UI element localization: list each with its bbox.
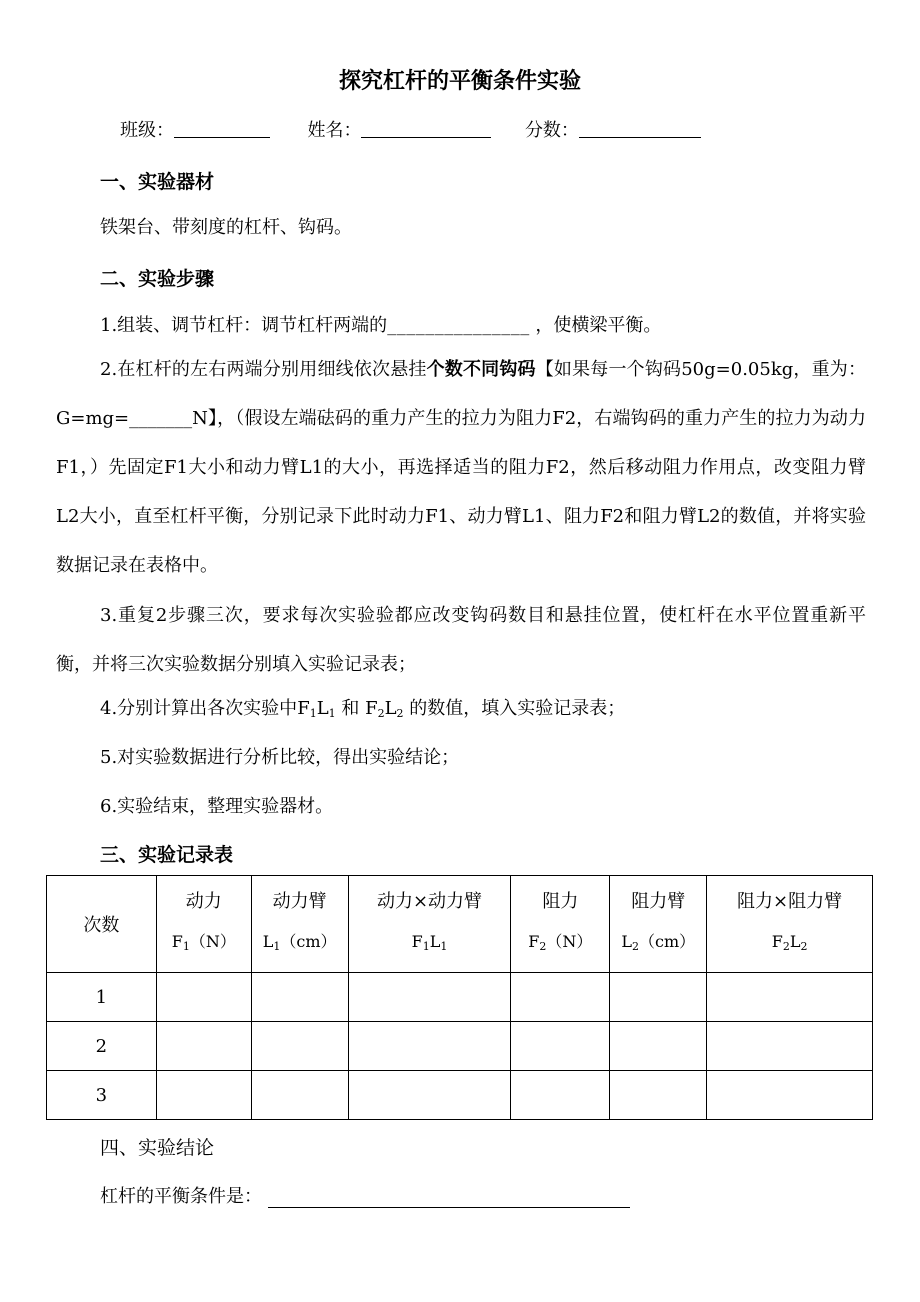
table-cell[interactable] — [251, 973, 348, 1022]
table-cell[interactable] — [610, 1022, 707, 1071]
name-field[interactable] — [361, 119, 491, 138]
score-field[interactable] — [579, 119, 701, 138]
table-cell[interactable] — [251, 1022, 348, 1071]
step-2-rest: 】，（假设左端砝码的重力产生的拉力为阻力F2，右端钩码的重力产生的拉力为动力F1，）先固定F1大小和动力臂L1的大小，再选择适当的阻力F2，然后移动阻力作用点，改变阻力臂L2大小，直至杠杆平衡，分别记录下此时动力F1、动力臂L1、阻力F2和阻力臂L2的数值，并将实验数据记录在表格中。 — [56, 408, 866, 576]
step-1-end: ，使横梁平衡。 — [535, 315, 662, 336]
table-cell[interactable] — [511, 1022, 610, 1071]
step-2-text: 2.在杠杆的左右两端分别用细线依次悬挂 — [100, 359, 427, 380]
score-label: 分数： — [524, 120, 579, 141]
row-number: 3 — [47, 1071, 157, 1120]
table-cell[interactable] — [348, 1071, 511, 1120]
step-2 — [56, 345, 866, 590]
step-1 — [100, 311, 661, 337]
step-4-text: 4.分别计算出各次实验中 — [100, 698, 298, 719]
table-cell[interactable] — [156, 1071, 251, 1120]
conclusion-label: 杠杆的平衡条件是： — [100, 1186, 262, 1207]
header-l1: 动力臂 $L_1(cm)$ — [251, 876, 348, 973]
table-cell[interactable] — [156, 1022, 251, 1071]
table-row — [47, 1071, 873, 1120]
table-row — [47, 1022, 873, 1071]
class-label: 班级： — [120, 120, 174, 141]
step-5: 5.对实验数据进行分析比较，得出实验结论； — [100, 747, 460, 768]
step-4: 4.分别计算出各次实验中$F_1L_1$ 和 $F_2L_2$ 的数值，填入实验记录表； — [100, 698, 626, 720]
table-cell[interactable] — [610, 973, 707, 1022]
header-count: 次数 — [47, 876, 157, 973]
table-cell[interactable] — [707, 1022, 873, 1071]
header-f1: 动力 $F_1(N)$ — [156, 876, 251, 973]
table-cell[interactable] — [511, 973, 610, 1022]
table-cell[interactable] — [251, 1071, 348, 1120]
conclusion-field[interactable] — [268, 1187, 630, 1208]
table-cell[interactable] — [511, 1071, 610, 1120]
table-cell[interactable] — [156, 973, 251, 1022]
row-number: 1 — [47, 973, 157, 1022]
step-2-mid: 【如果每一个钩码50g=0.05kg，重为：G=mg= — [56, 359, 866, 429]
step-6: 6.实验结束，整理实验器材。 — [100, 796, 334, 817]
section-steps-heading: 二、实验步骤 — [100, 268, 215, 290]
step-2-blank[interactable]: _______ — [129, 408, 193, 429]
equipment-text: 铁架台、带刻度的杠杆、钩码。 — [100, 217, 352, 238]
name-label: 姓名： — [307, 120, 362, 141]
header-f2: 阻力 $F_2(N)$ — [511, 876, 610, 973]
section-equipment-heading: 一、实验器材 — [100, 171, 215, 193]
class-field[interactable] — [174, 119, 270, 138]
student-info-row — [120, 116, 701, 142]
table-cell[interactable] — [348, 973, 511, 1022]
header-f2l2: 阻力×阻力臂 $F_2L_2$ — [707, 876, 873, 973]
section-conclusion-heading: 四、实验结论 — [100, 1137, 215, 1159]
record-table — [46, 875, 873, 1120]
table-cell[interactable] — [707, 973, 873, 1022]
step-4-end: 的数值，填入实验记录表； — [409, 698, 626, 719]
row-number: 2 — [47, 1022, 157, 1071]
step-1-blank[interactable]: _______________ — [387, 315, 530, 336]
step-1-text: 1.组装、调节杠杆：调节杠杆两端的 — [100, 315, 388, 336]
conclusion-row — [100, 1182, 630, 1208]
table-cell[interactable] — [610, 1071, 707, 1120]
table-cell[interactable] — [707, 1071, 873, 1120]
page-title: 探究杠杆的平衡条件实验 — [338, 69, 581, 94]
step-2-bold: 个数不同钩码 — [426, 359, 536, 380]
step-4-and: 和 — [341, 698, 360, 719]
table-cell[interactable] — [348, 1022, 511, 1071]
header-l2: 阻力臂 $L_2(cm)$ — [610, 876, 707, 973]
step-3: 3.重复2步骤三次，要求每次实验验都应改变钩码数目和悬挂位置，使杠杆在水平位置重新平衡，并将三次实验数据分别填入实验记录表； — [56, 605, 866, 675]
section-table-heading: 三、实验记录表 — [100, 844, 234, 866]
table-header-row — [47, 876, 873, 973]
table-row — [47, 973, 873, 1022]
header-f1l1: 动力×动力臂 $F_1L_1$ — [348, 876, 511, 973]
step-2-unit: N — [192, 408, 208, 429]
